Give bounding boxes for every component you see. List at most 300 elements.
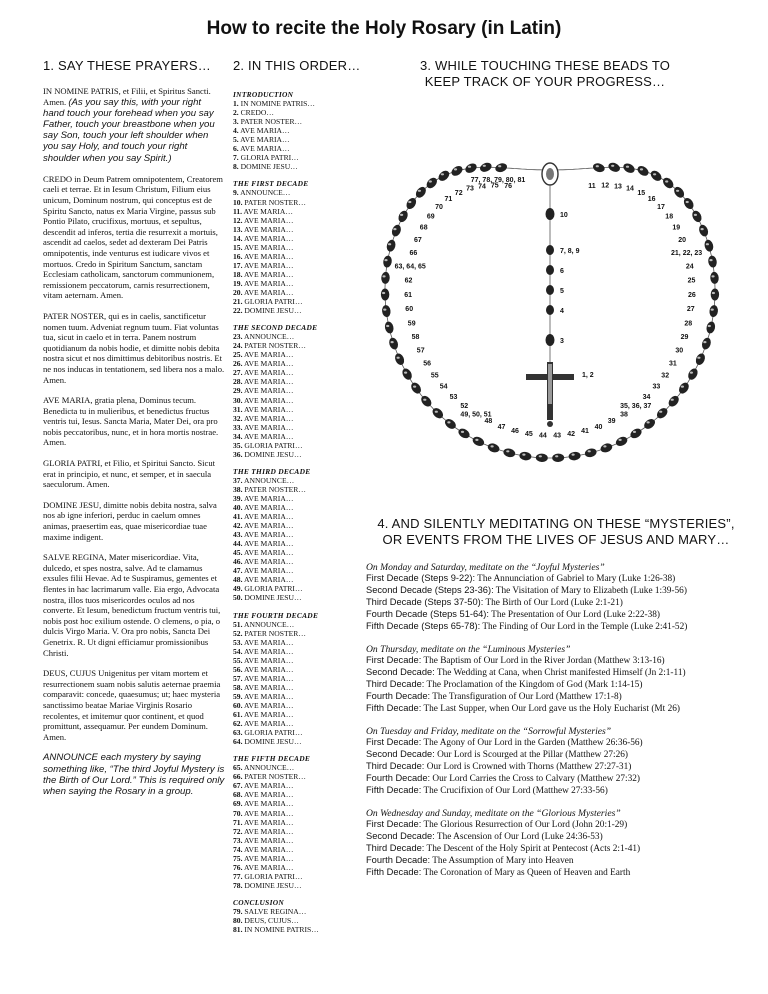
bead-number-label: 44 — [539, 432, 547, 440]
bead-number-label: 61 — [404, 291, 412, 299]
rosary-bead — [649, 169, 664, 183]
order-step-number: 66. — [233, 772, 243, 782]
order-step — [233, 432, 353, 441]
bead-highlight — [711, 309, 714, 311]
bead-highlight — [626, 166, 629, 168]
order-step — [233, 710, 353, 719]
order-step-text: AVE MARIA… — [242, 503, 294, 513]
mystery-decade-label: Third Decade (Steps 37-50): — [366, 597, 484, 607]
order-step-text: ANNOUNCE… — [242, 475, 295, 485]
bead-highlight — [640, 168, 643, 170]
header-touch-beads-line2: KEEP TRACK OF YOUR PROGRESS… — [424, 74, 666, 89]
rosary-bead — [698, 223, 710, 237]
order-step — [233, 252, 353, 261]
order-step-text: AVE MARIA… — [242, 575, 294, 585]
order-step-number: 53. — [233, 637, 243, 647]
rosary-bead — [405, 196, 419, 211]
bead-highlight — [447, 421, 450, 423]
order-step-text: AVE MARIA… — [242, 790, 294, 800]
rosary-bead — [388, 337, 400, 351]
bead-highlight — [686, 201, 689, 203]
order-section-heading: THE FOURTH DECADE — [233, 610, 319, 620]
order-step-number: 55. — [233, 655, 243, 665]
mystery-item — [366, 597, 758, 609]
order-step-text: AVE MARIA… — [242, 404, 294, 414]
mystery-decade-label: Second Decade: — [366, 667, 435, 677]
rosary-stem-bead — [546, 334, 555, 346]
mystery-decade-label: Second Decade (Steps 23-36): — [366, 585, 494, 595]
prayer-domine-jesu — [43, 500, 225, 542]
rosary-bead — [382, 255, 392, 268]
bead-number-label: 4 — [560, 308, 564, 315]
order-step-text: AVE MARIA… — [238, 126, 290, 136]
bead-number-label: 66 — [409, 249, 418, 257]
bead-number-label: 31 — [669, 360, 677, 368]
mystery-decade-label: Fifth Decade: — [366, 867, 422, 877]
mystery-decade-label: Third Decade: — [366, 761, 425, 771]
order-step — [233, 638, 353, 647]
mystery-decade-text: The Assumption of Mary into Heaven — [430, 856, 574, 866]
bead-number-label: 29 — [680, 334, 689, 342]
order-step-text: AVE MARIA… — [242, 853, 294, 863]
order-step-text: AVE MARIA… — [242, 817, 294, 827]
rosary-bead — [502, 447, 516, 458]
order-step-number: 52. — [233, 628, 243, 638]
order-step — [233, 441, 353, 450]
bead-highlight — [706, 243, 709, 245]
announce-note: ANNOUNCE each mystery by saying something like, “The third Joyful Mystery is the Birth of Our Lord.” This is required only when saying the Rosary in a group. — [43, 752, 225, 797]
order-step — [233, 297, 353, 306]
bead-highlight — [383, 309, 386, 311]
mystery-decade-text: The Proclamation of the Kingdom of God (Mark 1:14-15) — [424, 680, 643, 690]
rosary-bead — [479, 161, 493, 173]
bead-highlight — [588, 450, 591, 452]
order-step-text: ANNOUNCE… — [242, 763, 295, 773]
mysteries-list — [366, 562, 758, 890]
order-step — [233, 386, 353, 395]
bead-highlight — [659, 411, 662, 413]
bead-number-label: 7, 8, 9 — [560, 248, 580, 255]
order-section-heading: THE FIFTH DECADE — [233, 754, 311, 764]
order-step-text: AVE MARIA… — [238, 135, 290, 145]
rosary-stem-bead — [546, 245, 554, 255]
order-step-text: AVE MARIA… — [242, 539, 294, 549]
order-step-number: 72. — [233, 826, 243, 836]
bead-number-label: 63, 64, 65 — [394, 263, 426, 271]
bead-highlight — [596, 165, 599, 167]
order-step — [233, 423, 353, 432]
rosary-bead — [381, 272, 390, 285]
prayer-salve-regina — [43, 552, 225, 658]
header-touch-beads-line1: 3. WHILE TOUCHING THESE BEADS TO — [419, 58, 671, 73]
bead-highlight — [400, 214, 403, 216]
order-step — [233, 494, 353, 503]
order-step-number: 63. — [233, 728, 243, 738]
rosary-bead — [397, 209, 410, 223]
rosary-bead — [400, 367, 413, 382]
bead-number-label: 40 — [594, 423, 603, 431]
order-step — [233, 117, 353, 126]
bead-highlight — [709, 259, 712, 261]
order-step-number: 40. — [233, 503, 243, 513]
mystery-decade-label: First Decade: — [366, 655, 422, 665]
order-step-text: DOMINE JESU… — [238, 162, 298, 172]
mystery-decade-text: The Ascension of Our Lord (Luke 24:36-53) — [434, 832, 603, 842]
order-step — [233, 261, 353, 270]
order-step-number: 33. — [233, 422, 243, 432]
order-step — [233, 126, 353, 135]
rosary-bead — [494, 162, 508, 174]
order-step-number: 57. — [233, 673, 243, 683]
bead-highlight — [382, 292, 385, 294]
bead-highlight — [408, 201, 411, 203]
bead-highlight — [708, 325, 711, 327]
order-step-text: AVE MARIA… — [242, 719, 294, 729]
order-step-number: 78. — [233, 880, 243, 890]
order-step-text: AVE MARIA… — [242, 395, 294, 405]
order-step — [233, 872, 353, 881]
mystery-item — [366, 831, 758, 843]
mystery-group — [366, 644, 758, 715]
order-step-number: 48. — [233, 575, 243, 585]
order-step-text: AVE MARIA… — [242, 512, 294, 522]
prayer-name: GLORIA PATRI — [43, 458, 101, 469]
bead-number-label: 57 — [416, 347, 425, 355]
bead-highlight — [539, 455, 542, 457]
bead-number-label: 58 — [411, 334, 420, 342]
bead-highlight — [653, 173, 656, 175]
bead-highlight — [491, 445, 494, 447]
rosary-stem-bead — [546, 208, 555, 220]
order-step — [233, 728, 353, 737]
mystery-decade-text: The Finding of Our Lord in the Temple (Luke 2:41-52) — [480, 622, 688, 632]
crucifix-corpus — [548, 364, 552, 404]
mystery-item — [366, 679, 758, 691]
bead-highlight — [454, 168, 457, 170]
mystery-decade-text: The Baptism of Our Lord in the River Jordan (Matthew 3:13-16) — [421, 656, 665, 666]
prayer-pater-noster — [43, 311, 225, 385]
order-step — [233, 683, 353, 692]
mystery-decade-label: Fourth Decade: — [366, 773, 431, 783]
rosary-bead — [614, 435, 628, 448]
order-step-text: AVE MARIA… — [242, 287, 294, 297]
order-step — [233, 512, 353, 521]
prayer-deus-cujus — [43, 668, 225, 742]
mystery-item — [366, 609, 758, 621]
order-step — [233, 377, 353, 386]
rosary-bead — [705, 321, 716, 335]
order-step-text: AVE MARIA… — [242, 557, 294, 567]
order-step-number: 38. — [233, 484, 243, 494]
order-step-number: 71. — [233, 817, 243, 827]
order-step-text: AVE MARIA… — [242, 251, 294, 261]
order-section-heading: CONCLUSION — [233, 897, 285, 907]
bead-number-label: 70 — [435, 204, 443, 211]
order-step-text: AVE MARIA… — [242, 233, 294, 243]
order-step-text: AVE MARIA… — [242, 826, 294, 836]
order-step-number: 35. — [233, 440, 243, 450]
order-step-text: ANNOUNCE… — [242, 619, 295, 629]
order-step-text: GLORIA PATRI… — [242, 728, 303, 738]
order-step-number: 74. — [233, 844, 243, 854]
order-step-number: 25. — [233, 350, 243, 360]
mystery-group — [366, 726, 758, 797]
mystery-group-heading: On Thursday, meditate on the “Luminous Mysteries” — [366, 644, 571, 655]
bead-highlight — [619, 439, 622, 441]
order-step — [233, 827, 353, 836]
bead-highlight — [461, 431, 464, 433]
mystery-item — [366, 585, 758, 597]
rosary-diagram — [355, 90, 745, 490]
bead-number-label: 71 — [444, 196, 453, 203]
order-step-number: 77. — [233, 871, 243, 881]
prayer-text: , dimitte nobis debita nostra, salva nos ab igne inferiori, perduc in caelum omnes animas, praesertim eas, quae misericordiae tuae maxime indigent. — [43, 499, 217, 542]
rosary-bead — [381, 288, 390, 300]
order-step-number: 51. — [233, 619, 243, 629]
bead-number-label: 52 — [460, 403, 469, 411]
order-step — [233, 216, 353, 225]
order-step-text: AVE MARIA… — [242, 673, 294, 683]
order-step — [233, 270, 353, 279]
bead-number-label: 77, 78, 79, 80, 81 — [470, 177, 526, 184]
rosary-bead — [677, 381, 691, 396]
order-step-number: 11. — [233, 206, 243, 216]
order-step-number: 68. — [233, 790, 243, 800]
bead-highlight — [429, 180, 432, 182]
bead-highlight — [435, 411, 438, 413]
order-section-heading: INTRODUCTION — [233, 90, 294, 99]
mystery-decade-text: The Birth of Our Lord (Luke 2:1-21) — [483, 598, 623, 608]
bead-highlight — [475, 439, 478, 441]
prayer-name: PATER NOSTER — [43, 310, 105, 321]
bead-highlight — [572, 454, 575, 456]
prayer-text: in Deum Patrem omnipotentem, Creatorem caeli et terrae. Et in Iesum Christum, Filium eius unicum, Dominum nostrum, qui conceptus est de Spiritu Sancto, natus ex Maria Virgine, passus sub Pontio Pilato, crucifixus, mortuus, et sepultus, descendit ad inferos, tertia die resurrexit a mortuis, ascendit ad caelos, sedet ad dexteram Dei Patris omnipotentis, inde venturus est iudicare vivos et mortuos. Credo in Spiritum Sanctum, sanctam Ecclesiam catholicam, sanctorum communionem, remissionem peccatorum, carnis resurrectionem, vitam aeternam. Amen. — [43, 173, 223, 301]
rosary-stem-bead — [546, 285, 554, 295]
bead-highlight — [404, 372, 407, 374]
order-step — [233, 925, 353, 934]
order-step-number: 24. — [233, 341, 243, 351]
mystery-decade-text: The Wedding at Cana, when Christ manifested Himself (Jn 2:1-11) — [434, 668, 686, 678]
order-step — [233, 450, 353, 459]
order-step — [233, 772, 353, 781]
mystery-decade-label: First Decade: — [366, 819, 422, 829]
order-step — [233, 665, 353, 674]
order-step-number: 13. — [233, 224, 243, 234]
order-step-number: 31. — [233, 404, 243, 414]
order-step-number: 1. — [233, 99, 239, 109]
prayer-credo — [43, 174, 225, 301]
mystery-decade-label: Second Decade: — [366, 749, 435, 759]
order-step-number: 54. — [233, 646, 243, 656]
order-step-text: GLORIA PATRI… — [242, 584, 303, 594]
order-step-text: AVE MARIA… — [242, 862, 294, 872]
order-step-text: DOMINE JESU… — [242, 449, 302, 459]
order-step-text: IN NOMINE PATRIS… — [238, 99, 315, 109]
prayer-name: IN NOMINE PATRIS — [43, 86, 119, 96]
order-step-number: 23. — [233, 332, 243, 342]
bead-number-label: 67 — [414, 236, 422, 244]
order-step-text: AVE MARIA… — [242, 377, 294, 387]
order-step-number: 50. — [233, 593, 243, 603]
bead-highlight — [388, 243, 391, 245]
order-step — [233, 863, 353, 872]
order-section-heading: THE SECOND DECADE — [233, 323, 318, 333]
order-step — [233, 809, 353, 818]
order-step-number: 42. — [233, 521, 243, 531]
bead-highlight — [690, 372, 693, 374]
order-step-text: AVE MARIA… — [242, 530, 294, 540]
bead-number-label: 32 — [661, 372, 670, 380]
bead-number-label: 13 — [614, 183, 622, 191]
bead-highlight — [522, 454, 525, 456]
order-step-number: 70. — [233, 808, 243, 818]
rosary-bead — [390, 223, 402, 237]
order-step-number: 67. — [233, 781, 243, 791]
bead-highlight — [676, 190, 679, 192]
order-step — [233, 188, 353, 197]
page-title: How to recite the Holy Rosary (in Latin) — [206, 18, 562, 39]
mystery-group-heading: On Wednesday and Sunday, meditate on the “Glorious Mysteries” — [366, 808, 621, 819]
order-step-text: PATER NOSTER… — [242, 628, 306, 638]
order-step-number: 81. — [233, 925, 243, 935]
rosary-bead — [425, 176, 439, 190]
bead-number-label: 21, 22, 23 — [671, 249, 703, 257]
bead-number-label: 43 — [553, 432, 561, 440]
order-step-text: GLORIA PATRI… — [238, 153, 299, 163]
bead-number-label: 41 — [581, 428, 589, 435]
crucifix-end — [547, 421, 553, 427]
order-step — [233, 719, 353, 728]
order-step-text: CREDO… — [238, 108, 274, 118]
order-step-text: AVE MARIA… — [242, 350, 294, 360]
prayer-text: , et Filio, et Spiritui Sancto. Sicut erat in principio, et nunc, et semper, et in saecula saeculorum. Amen. — [43, 458, 216, 490]
rosary-bead — [703, 239, 714, 253]
order-step-text: AVE MARIA… — [242, 710, 294, 720]
order-step-text: AVE MARIA… — [242, 799, 294, 809]
order-step-number: 28. — [233, 377, 243, 387]
order-step — [233, 845, 353, 854]
rosary-bead — [443, 417, 458, 431]
bead-number-label: 28 — [684, 320, 693, 328]
rosary-bead — [381, 305, 391, 318]
mystery-decade-label: Third Decade: — [366, 843, 425, 853]
order-step-number: 27. — [233, 368, 243, 378]
order-step — [233, 135, 353, 144]
bead-highlight — [555, 455, 558, 457]
prayer-name: CREDO — [43, 173, 73, 184]
order-step — [233, 153, 353, 162]
order-step-text: ANNOUNCE… — [238, 188, 291, 198]
order-step — [233, 548, 353, 557]
prayer-in-nomine-patris — [43, 86, 225, 164]
order-step-text: GLORIA PATRI… — [242, 440, 303, 450]
order-step — [233, 539, 353, 548]
bead-number-label: 54 — [439, 383, 448, 391]
order-step — [233, 593, 353, 602]
order-step-number: 20. — [233, 287, 243, 297]
bead-highlight — [665, 180, 668, 182]
mystery-decade-text: The Transfiguration of Our Lord (Matthew 17:1-8) — [430, 692, 622, 702]
bead-number-label: 20 — [678, 236, 686, 244]
mystery-item — [366, 855, 758, 867]
order-step-number: 22. — [233, 306, 243, 316]
rosary-bead — [607, 161, 621, 173]
bead-highlight — [384, 259, 387, 261]
rosary-bead — [599, 442, 613, 454]
order-step-text: AVE MARIA… — [242, 260, 294, 270]
bead-number-label: 39 — [607, 418, 616, 426]
order-step-number: 17. — [233, 260, 243, 270]
mystery-item — [366, 785, 758, 797]
order-step-text: AVE MARIA… — [242, 521, 294, 531]
rosary-bead — [682, 196, 696, 211]
mystery-item — [366, 819, 758, 831]
order-step-number: 15. — [233, 242, 243, 252]
bead-number-label: 26 — [688, 291, 696, 299]
header-touch-beads — [360, 58, 730, 90]
order-step — [233, 144, 353, 153]
bead-highlight — [711, 275, 714, 277]
order-step-text: IN NOMINE PATRIS… — [242, 925, 319, 935]
order-step — [233, 647, 353, 656]
order-step-text: PATER NOSTER… — [242, 772, 306, 782]
order-step-text: AVE MARIA… — [242, 566, 294, 576]
prayer-name: DEUS, CUJUS — [43, 668, 97, 679]
order-step-number: 9. — [233, 188, 239, 198]
order-step-number: 47. — [233, 566, 243, 576]
order-step-number: 18. — [233, 269, 243, 279]
order-step-number: 43. — [233, 530, 243, 540]
order-step — [233, 763, 353, 772]
mystery-decade-label: Fourth Decade: — [366, 855, 431, 865]
order-column — [233, 90, 353, 934]
rosary-bead — [690, 209, 703, 223]
bead-number-label: 73 — [466, 185, 474, 193]
mystery-group-heading: On Monday and Saturday, meditate on the “Joyful Mysteries” — [366, 562, 605, 573]
rosary-bead — [552, 453, 564, 462]
order-step — [233, 279, 353, 288]
rosary-bead — [568, 451, 581, 461]
bead-highlight — [468, 166, 471, 168]
order-step-number: 5. — [233, 135, 239, 145]
order-step-number: 16. — [233, 251, 243, 261]
mystery-item — [366, 691, 758, 703]
order-step — [233, 332, 353, 341]
bead-number-label: 25 — [687, 277, 696, 285]
mystery-decade-label: Fifth Decade (Steps 65-78): — [366, 621, 481, 631]
mystery-decade-text: The Glorious Resurrection of Our Lord (John 20:1-29) — [421, 820, 628, 830]
bead-highlight — [386, 325, 389, 327]
prayer-ave-maria — [43, 395, 225, 448]
order-step-text: SALVE REGINA… — [242, 906, 307, 916]
bead-number-label: 30 — [675, 347, 684, 355]
order-step-text: DOMINE JESU… — [242, 880, 302, 890]
mystery-decade-text: The Last Supper, when Our Lord gave us the Holy Eucharist (Mt 26) — [421, 704, 680, 714]
bead-highlight — [671, 399, 674, 401]
bead-number-label: 75 — [490, 182, 499, 190]
bead-highlight — [483, 165, 486, 167]
order-step-number: 10. — [233, 197, 243, 207]
prayer-note: (As you say this, with your right hand touch your forehead when you say Father, touch your breastbone when you say Son, touch your left shoulder when you say Holy, and touch your right shoulder when you say Spirit.) — [43, 96, 215, 164]
mystery-item — [366, 667, 758, 679]
order-step — [233, 288, 353, 297]
bead-number-label: 15 — [637, 189, 646, 197]
order-step — [233, 656, 353, 665]
mystery-item — [366, 737, 758, 749]
order-step-number: 41. — [233, 512, 243, 522]
bead-number-label: 46 — [511, 428, 519, 435]
mystery-decade-label: Third Decade: — [366, 679, 425, 689]
